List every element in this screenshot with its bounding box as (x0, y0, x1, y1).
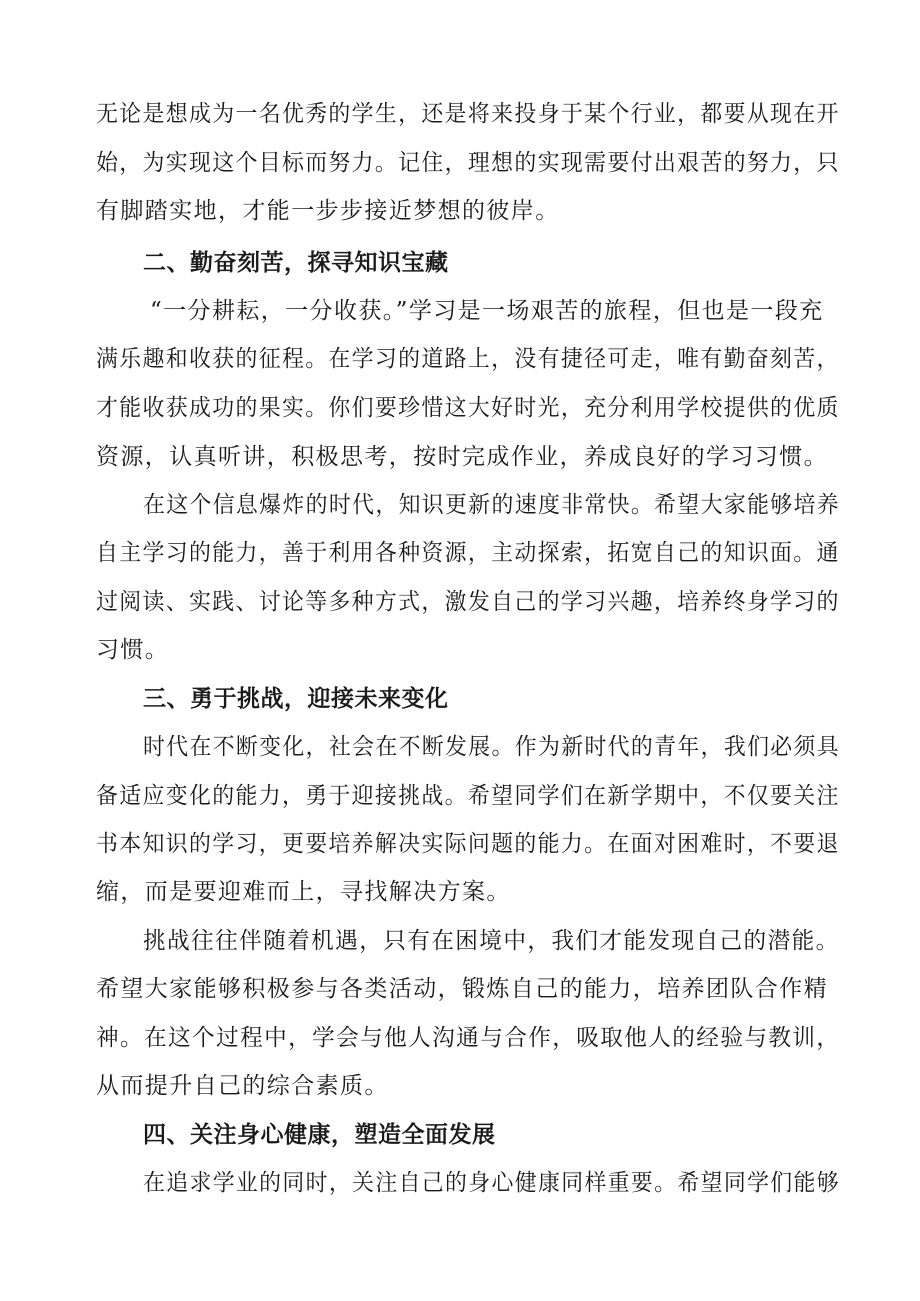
paragraph-line: 自主学习的能力，善于利用各种资源，主动探索，拓宽自己的知识面。通 (96, 540, 840, 566)
paragraph-line: 过阅读、实践、讨论等多种方式，激发自己的学习兴趣，培养终身学习的 (96, 589, 840, 615)
paragraph-line: “一分耕耘，一分收获。”学习是一场艰苦的旅程，但也是一段充 (150, 298, 824, 324)
paragraph-line: 在追求学业的同时，关注自己的身心健康同样重要。希望同学们能够 (143, 1170, 841, 1196)
paragraph-line: 书本知识的学习，更要培养解决实际问题的能力。在面对困难时，不要退 (96, 831, 840, 857)
paragraph-line: 无论是想成为一名优秀的学生，还是将来投身于某个行业，都要从现在开 (96, 101, 840, 127)
paragraph-line: 有脚踏实地，才能一步步接近梦想的彼岸。 (96, 198, 560, 224)
paragraph-line: 资源，认真听讲，积极思考，按时完成作业，养成良好的学习习惯。 (96, 444, 828, 470)
paragraph-line: 习惯。 (96, 637, 170, 663)
paragraph-line: 始，为实现这个目标而努力。记住，理想的实现需要付出艰苦的努力，只 (96, 150, 840, 176)
paragraph-line: 时代在不断变化，社会在不断发展。作为新时代的青年，我们必须具 (143, 734, 841, 760)
paragraph-line: 缩，而是要迎难而上，寻找解决方案。 (96, 879, 511, 905)
paragraph-line: 从而提升自己的综合素质。 (96, 1073, 389, 1099)
section-heading-4: 四、关注身心健康，塑造全面发展 (143, 1122, 496, 1148)
paragraph-line: 希望大家能够积极参与各类活动，锻炼自己的能力，培养团队合作精 (96, 976, 828, 1002)
paragraph-line: 挑战往往伴随着机遇，只有在困境中，我们才能发现自己的潜能。 (143, 928, 840, 954)
paragraph-line: 在这个信息爆炸的时代，知识更新的速度非常快。希望大家能够培养 (143, 492, 841, 518)
section-heading-3: 三、勇于挑战，迎接未来变化 (143, 686, 449, 712)
section-heading-2: 二、勤奋刻苦，探寻知识宝藏 (143, 250, 449, 276)
paragraph-line: 满乐趣和收获的征程。在学习的道路上，没有捷径可走，唯有勤奋刻苦， (96, 346, 840, 372)
paragraph-line: 才能收获成功的果实。你们要珍惜这大好时光，充分利用学校提供的优质 (96, 395, 840, 421)
paragraph-line: 神。在这个过程中，学会与他人沟通与合作，吸取他人的经验与教训， (96, 1025, 841, 1051)
paragraph-line: 备适应变化的能力，勇于迎接挑战。希望同学们在新学期中，不仅要关注 (96, 783, 840, 809)
